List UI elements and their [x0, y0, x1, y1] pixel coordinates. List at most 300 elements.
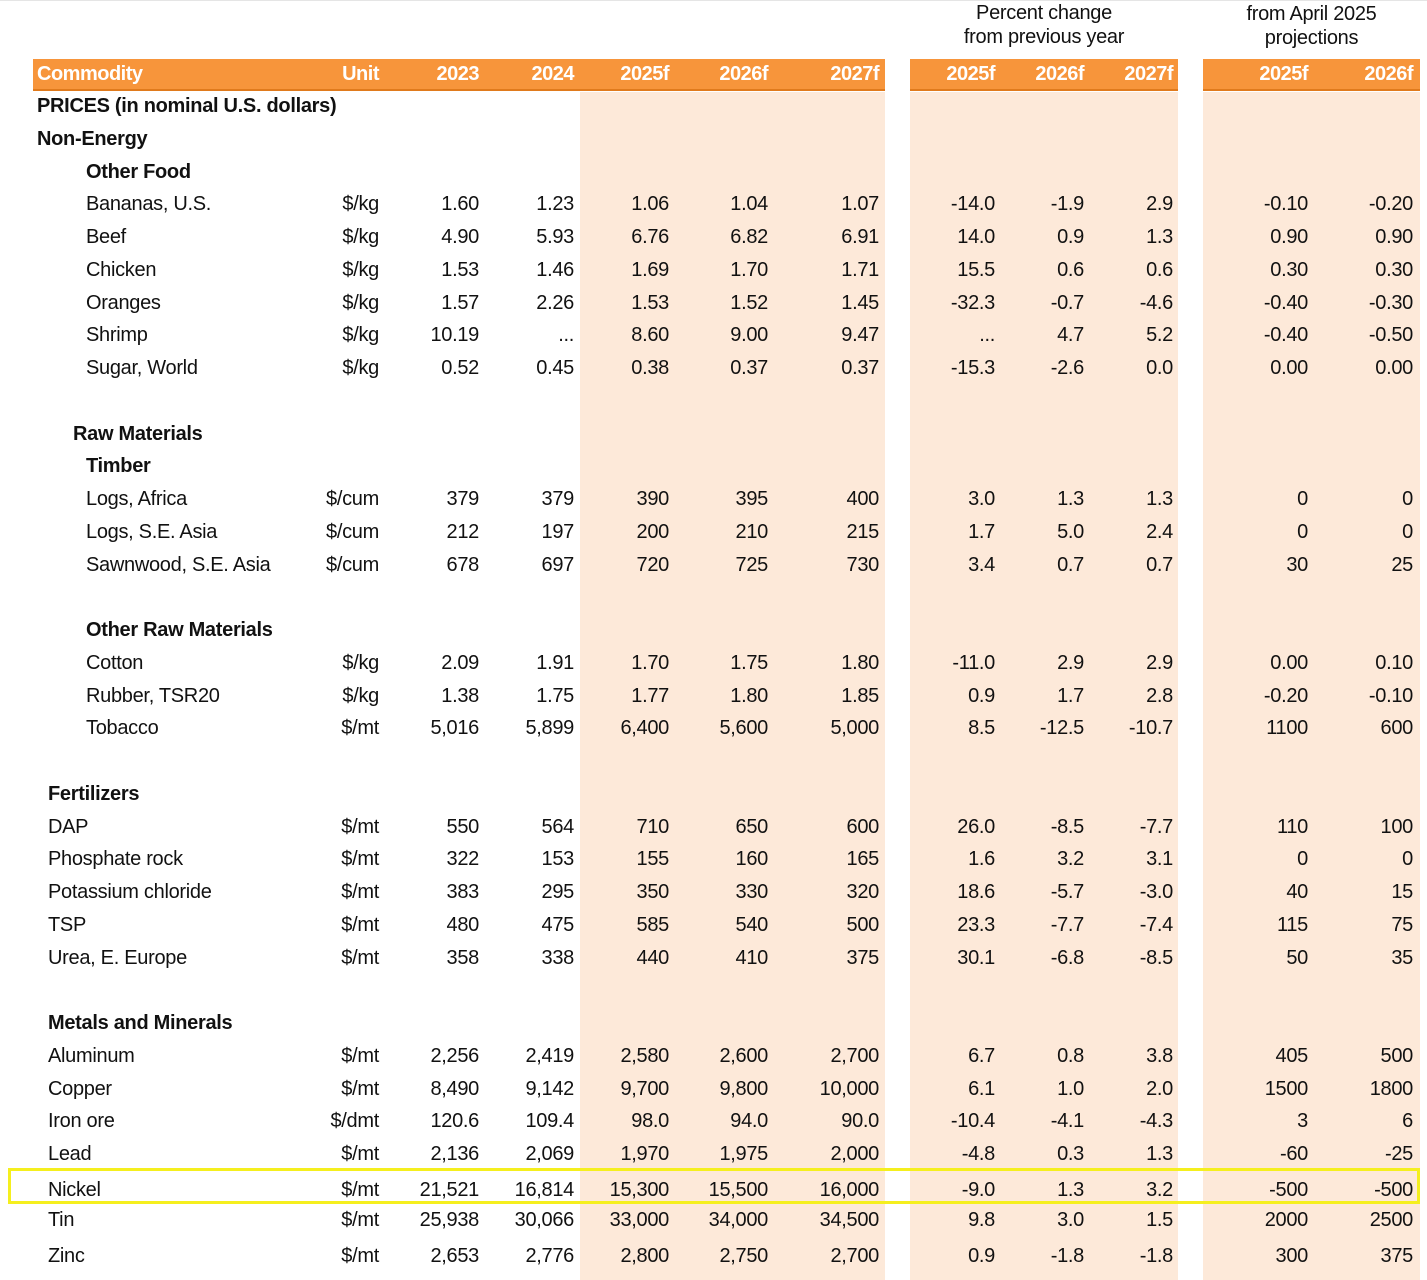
- value-cell: 480: [446, 914, 479, 936]
- value-cell: 3.0: [1057, 1209, 1084, 1231]
- unit-cell: $/mt: [341, 717, 379, 739]
- unit-cell: $/kg: [342, 226, 379, 248]
- value-cell: 6,400: [620, 717, 669, 739]
- value-cell: 16,814: [514, 1179, 574, 1201]
- commodity-name: Aluminum: [48, 1045, 135, 1067]
- unit-cell: $/mt: [341, 881, 379, 903]
- value-cell: 212: [446, 521, 479, 543]
- commodity-name: Logs, S.E. Asia: [86, 521, 218, 543]
- value-cell: 1500: [1264, 1078, 1308, 1100]
- value-cell: 9.00: [730, 324, 768, 346]
- value-cell: -0.40: [1263, 324, 1308, 346]
- header-col-5: 2027f: [830, 63, 879, 85]
- value-cell: -1.8: [1050, 1245, 1084, 1267]
- value-cell: 1.46: [536, 259, 574, 281]
- value-cell: 300: [1275, 1245, 1308, 1267]
- commodity-name: Iron ore: [48, 1110, 115, 1132]
- value-cell: 15,300: [609, 1179, 669, 1201]
- value-cell: 0.6: [1146, 259, 1173, 281]
- value-cell: 0.7: [1146, 554, 1173, 576]
- value-cell: 0.37: [730, 357, 768, 379]
- value-cell: 0.6: [1057, 259, 1084, 281]
- section-heading: PRICES (in nominal U.S. dollars): [37, 95, 337, 117]
- value-cell: 564: [541, 816, 574, 838]
- group-title-april-projections: from April 2025 projections: [1246, 3, 1377, 49]
- value-cell: 500: [1380, 1045, 1413, 1067]
- header-col-10: 2026f: [1364, 63, 1413, 85]
- value-cell: -0.10: [1263, 193, 1308, 215]
- value-cell: 75: [1391, 914, 1413, 936]
- value-cell: 1.53: [631, 292, 669, 314]
- unit-cell: $/dmt: [330, 1110, 379, 1132]
- value-cell: 9.8: [968, 1209, 995, 1231]
- value-cell: 710: [636, 816, 669, 838]
- value-cell: ...: [558, 324, 574, 346]
- value-cell: 1.3: [1146, 488, 1173, 510]
- value-cell: 2.8: [1146, 685, 1173, 707]
- value-cell: 215: [846, 521, 879, 543]
- value-cell: ...: [979, 324, 995, 346]
- value-cell: 1,970: [620, 1143, 669, 1165]
- value-cell: 25: [1391, 554, 1413, 576]
- value-cell: 26.0: [957, 816, 995, 838]
- section-heading: Non-Energy: [37, 128, 148, 150]
- value-cell: 155: [636, 848, 669, 870]
- value-cell: -14.0: [950, 193, 995, 215]
- value-cell: 2.4: [1146, 521, 1173, 543]
- value-cell: 2.9: [1146, 193, 1173, 215]
- value-cell: 0: [1402, 488, 1413, 510]
- value-cell: 540: [735, 914, 768, 936]
- value-cell: 2,750: [719, 1245, 768, 1267]
- unit-cell: $/mt: [341, 1209, 379, 1231]
- value-cell: 379: [446, 488, 479, 510]
- header-col-2: 2024: [531, 63, 574, 85]
- value-cell: 34,000: [708, 1209, 768, 1231]
- value-cell: 2,136: [430, 1143, 479, 1165]
- value-cell: -1.8: [1139, 1245, 1173, 1267]
- value-cell: -15.3: [950, 357, 995, 379]
- value-cell: -5.7: [1050, 881, 1084, 903]
- value-cell: -7.7: [1139, 816, 1173, 838]
- value-cell: 98.0: [631, 1110, 669, 1132]
- value-cell: 440: [636, 947, 669, 969]
- value-cell: 16,000: [819, 1179, 879, 1201]
- value-cell: -7.7: [1050, 914, 1084, 936]
- value-cell: -25: [1384, 1143, 1413, 1165]
- value-cell: 2.26: [536, 292, 574, 314]
- value-cell: 1.80: [730, 685, 768, 707]
- value-cell: 8,490: [430, 1078, 479, 1100]
- header-col-1: 2023: [436, 63, 479, 85]
- value-cell: 0: [1297, 848, 1308, 870]
- unit-cell: $/kg: [342, 193, 379, 215]
- value-cell: 600: [846, 816, 879, 838]
- value-cell: 0: [1297, 488, 1308, 510]
- value-cell: 30,066: [514, 1209, 574, 1231]
- commodity-name: Cotton: [86, 652, 144, 674]
- value-cell: 1,975: [719, 1143, 768, 1165]
- value-cell: 678: [446, 554, 479, 576]
- value-cell: 1.45: [841, 292, 879, 314]
- value-cell: 720: [636, 554, 669, 576]
- value-cell: 0.38: [631, 357, 669, 379]
- value-cell: 0.37: [841, 357, 879, 379]
- value-cell: 1.3: [1146, 226, 1173, 248]
- value-cell: 1.70: [631, 652, 669, 674]
- value-cell: 1.7: [1057, 685, 1084, 707]
- value-cell: 21,521: [419, 1179, 479, 1201]
- value-cell: 0.52: [441, 357, 479, 379]
- unit-cell: $/kg: [342, 685, 379, 707]
- value-cell: -10.4: [950, 1110, 995, 1132]
- section-heading: Other Food: [86, 161, 191, 183]
- value-cell: 2,653: [430, 1245, 479, 1267]
- value-cell: 165: [846, 848, 879, 870]
- value-cell: 0.9: [1057, 226, 1084, 248]
- value-cell: -1.9: [1050, 193, 1084, 215]
- value-cell: -4.6: [1139, 292, 1173, 314]
- commodity-name: TSP: [48, 914, 86, 936]
- value-cell: 30: [1286, 554, 1308, 576]
- value-cell: 15.5: [957, 259, 995, 281]
- value-cell: 0: [1402, 848, 1413, 870]
- value-cell: 395: [735, 488, 768, 510]
- value-cell: 1.07: [841, 193, 879, 215]
- value-cell: 25,938: [419, 1209, 479, 1231]
- value-cell: 197: [541, 521, 574, 543]
- commodity-name: Oranges: [86, 292, 161, 314]
- commodity-name: Shrimp: [86, 324, 148, 346]
- value-cell: 2,700: [830, 1245, 879, 1267]
- unit-cell: $/cum: [326, 488, 379, 510]
- commodity-name: Zinc: [48, 1245, 85, 1267]
- value-cell: 2500: [1369, 1209, 1413, 1231]
- value-cell: 6: [1402, 1110, 1413, 1132]
- value-cell: 50: [1286, 947, 1308, 969]
- unit-cell: $/mt: [341, 947, 379, 969]
- value-cell: 379: [541, 488, 574, 510]
- value-cell: 2,419: [525, 1045, 574, 1067]
- value-cell: 210: [735, 521, 768, 543]
- value-cell: 15: [1391, 881, 1413, 903]
- commodity-name: Sugar, World: [86, 357, 198, 379]
- value-cell: 6.1: [968, 1078, 995, 1100]
- value-cell: 5,600: [719, 717, 768, 739]
- value-cell: 1.85: [841, 685, 879, 707]
- unit-cell: $/kg: [342, 652, 379, 674]
- section-heading: Metals and Minerals: [48, 1012, 233, 1034]
- value-cell: 200: [636, 521, 669, 543]
- value-cell: 330: [735, 881, 768, 903]
- value-cell: 400: [846, 488, 879, 510]
- value-cell: 10,000: [819, 1078, 879, 1100]
- value-cell: 5.2: [1146, 324, 1173, 346]
- value-cell: 1.6: [968, 848, 995, 870]
- value-cell: 585: [636, 914, 669, 936]
- value-cell: 0.45: [536, 357, 574, 379]
- commodity-name: Potassium chloride: [48, 881, 212, 903]
- value-cell: 0.90: [1375, 226, 1413, 248]
- value-cell: -500: [1269, 1179, 1308, 1201]
- value-cell: 2,776: [525, 1245, 574, 1267]
- value-cell: 90.0: [841, 1110, 879, 1132]
- value-cell: -12.5: [1039, 717, 1084, 739]
- value-cell: 1.57: [441, 292, 479, 314]
- value-cell: 350: [636, 881, 669, 903]
- value-cell: 94.0: [730, 1110, 768, 1132]
- commodity-name: Tin: [48, 1209, 75, 1231]
- value-cell: 14.0: [957, 226, 995, 248]
- value-cell: 1.77: [631, 685, 669, 707]
- value-cell: 3.8: [1146, 1045, 1173, 1067]
- value-cell: 1.0: [1057, 1078, 1084, 1100]
- value-cell: 0.00: [1270, 357, 1308, 379]
- value-cell: 6.82: [730, 226, 768, 248]
- value-cell: 1.5: [1146, 1209, 1173, 1231]
- value-cell: 0.3: [1057, 1143, 1084, 1165]
- value-cell: 3.0: [968, 488, 995, 510]
- value-cell: 1.3: [1057, 488, 1084, 510]
- value-cell: 650: [735, 816, 768, 838]
- section-heading: Raw Materials: [73, 423, 203, 445]
- value-cell: -3.0: [1139, 881, 1173, 903]
- value-cell: 1.70: [730, 259, 768, 281]
- value-cell: 1100: [1266, 717, 1308, 739]
- value-cell: -6.8: [1050, 947, 1084, 969]
- value-cell: -7.4: [1139, 914, 1173, 936]
- value-cell: 110: [1277, 816, 1308, 838]
- value-cell: -11.0: [952, 652, 995, 674]
- unit-cell: $/cum: [326, 521, 379, 543]
- value-cell: 3.1: [1146, 848, 1173, 870]
- value-cell: 4.7: [1057, 324, 1084, 346]
- header-commodity: Commodity: [37, 63, 143, 85]
- commodity-name: Logs, Africa: [86, 488, 187, 510]
- value-cell: 0.00: [1375, 357, 1413, 379]
- value-cell: 115: [1277, 914, 1308, 936]
- header-col-7: 2026f: [1035, 63, 1084, 85]
- value-cell: 6.76: [631, 226, 669, 248]
- value-cell: 5,899: [525, 717, 574, 739]
- value-cell: 2000: [1264, 1209, 1308, 1231]
- section-heading: Other Raw Materials: [86, 619, 273, 641]
- value-cell: 1.38: [441, 685, 479, 707]
- value-cell: 0: [1402, 521, 1413, 543]
- unit-cell: $/mt: [341, 848, 379, 870]
- commodity-name: Phosphate rock: [48, 848, 183, 870]
- commodity-name: Urea, E. Europe: [48, 947, 187, 969]
- value-cell: 0: [1297, 521, 1308, 543]
- unit-cell: $/kg: [342, 292, 379, 314]
- value-cell: -0.40: [1263, 292, 1308, 314]
- value-cell: -8.5: [1139, 947, 1173, 969]
- value-cell: 35: [1391, 947, 1413, 969]
- commodity-name: Sawnwood, S.E. Asia: [86, 554, 271, 576]
- value-cell: 600: [1380, 717, 1413, 739]
- value-cell: 390: [636, 488, 669, 510]
- value-cell: 1.71: [841, 259, 879, 281]
- value-cell: -4.1: [1050, 1110, 1084, 1132]
- value-cell: 2,256: [430, 1045, 479, 1067]
- top-rule: [0, 0, 1427, 1]
- value-cell: 9,700: [620, 1078, 669, 1100]
- commodity-name: Chicken: [86, 259, 157, 281]
- value-cell: 4.90: [441, 226, 479, 248]
- unit-cell: $/mt: [341, 1078, 379, 1100]
- value-cell: 3.2: [1146, 1179, 1173, 1201]
- value-cell: 550: [446, 816, 479, 838]
- unit-cell: $/kg: [342, 324, 379, 346]
- value-cell: 2,000: [830, 1143, 879, 1165]
- value-cell: 383: [446, 881, 479, 903]
- value-cell: 6.91: [841, 226, 879, 248]
- value-cell: 2.9: [1057, 652, 1084, 674]
- value-cell: 100: [1380, 816, 1413, 838]
- unit-cell: $/mt: [341, 914, 379, 936]
- value-cell: -0.10: [1368, 685, 1413, 707]
- unit-cell: $/kg: [342, 259, 379, 281]
- value-cell: -0.7: [1050, 292, 1084, 314]
- commodity-name: Tobacco: [86, 717, 159, 739]
- commodity-name: Nickel: [48, 1179, 101, 1201]
- unit-cell: $/mt: [341, 1143, 379, 1165]
- value-cell: -500: [1374, 1179, 1413, 1201]
- commodity-name: Copper: [48, 1078, 112, 1100]
- value-cell: 1.80: [841, 652, 879, 674]
- value-cell: 322: [446, 848, 479, 870]
- value-cell: 2.9: [1146, 652, 1173, 674]
- value-cell: 2,700: [830, 1045, 879, 1067]
- value-cell: 3.4: [968, 554, 995, 576]
- value-cell: -0.20: [1263, 685, 1308, 707]
- header-col-3: 2025f: [620, 63, 669, 85]
- value-cell: 338: [541, 947, 574, 969]
- value-cell: 1.91: [536, 652, 574, 674]
- unit-cell: $/mt: [341, 1245, 379, 1267]
- value-cell: 0.0: [1146, 357, 1173, 379]
- value-cell: 0.7: [1057, 554, 1084, 576]
- value-cell: -9.0: [961, 1179, 995, 1201]
- value-cell: 9,800: [719, 1078, 768, 1100]
- unit-cell: $/mt: [341, 1045, 379, 1067]
- commodity-name: Beef: [86, 226, 126, 248]
- value-cell: 15,500: [708, 1179, 768, 1201]
- value-cell: 160: [735, 848, 768, 870]
- value-cell: -4.8: [961, 1143, 995, 1165]
- value-cell: 34,500: [819, 1209, 879, 1231]
- value-cell: -60: [1279, 1143, 1308, 1165]
- value-cell: 1.69: [631, 259, 669, 281]
- value-cell: 0.30: [1375, 259, 1413, 281]
- value-cell: 23.3: [957, 914, 995, 936]
- value-cell: 109.4: [525, 1110, 574, 1132]
- value-cell: 725: [735, 554, 768, 576]
- header-col-6: 2025f: [946, 63, 995, 85]
- value-cell: 358: [446, 947, 479, 969]
- value-cell: 10.19: [430, 324, 479, 346]
- header-unit: Unit: [342, 63, 379, 85]
- value-cell: 2.09: [441, 652, 479, 674]
- value-cell: 18.6: [957, 881, 995, 903]
- value-cell: 1.04: [730, 193, 768, 215]
- header-col-8: 2027f: [1124, 63, 1173, 85]
- value-cell: -10.7: [1128, 717, 1173, 739]
- value-cell: 0.9: [968, 685, 995, 707]
- value-cell: 2,600: [719, 1045, 768, 1067]
- value-cell: 8.60: [631, 324, 669, 346]
- commodity-name: Rubber, TSR20: [86, 685, 220, 707]
- value-cell: 153: [541, 848, 574, 870]
- value-cell: 0.30: [1270, 259, 1308, 281]
- value-cell: 1.75: [730, 652, 768, 674]
- group-title-percent-change: Percent change from previous year: [963, 2, 1125, 48]
- value-cell: 1.3: [1057, 1179, 1084, 1201]
- value-cell: 697: [541, 554, 574, 576]
- value-cell: 295: [541, 881, 574, 903]
- value-cell: -2.6: [1050, 357, 1084, 379]
- value-cell: 5,000: [830, 717, 879, 739]
- value-cell: 1.60: [441, 193, 479, 215]
- section-heading: Timber: [86, 455, 151, 477]
- value-cell: 1.75: [536, 685, 574, 707]
- value-cell: 405: [1275, 1045, 1308, 1067]
- commodity-name: Lead: [48, 1143, 92, 1165]
- value-cell: 1.23: [536, 193, 574, 215]
- value-cell: 475: [541, 914, 574, 936]
- value-cell: 0.90: [1270, 226, 1308, 248]
- value-cell: 0.9: [968, 1245, 995, 1267]
- value-cell: 3: [1297, 1110, 1308, 1132]
- value-cell: 40: [1286, 881, 1308, 903]
- commodity-name: Bananas, U.S.: [86, 193, 212, 215]
- value-cell: 1.7: [968, 521, 995, 543]
- value-cell: 5,016: [430, 717, 479, 739]
- value-cell: 375: [1380, 1245, 1413, 1267]
- value-cell: 2.0: [1146, 1078, 1173, 1100]
- value-cell: 30.1: [957, 947, 995, 969]
- value-cell: -4.3: [1139, 1110, 1173, 1132]
- unit-cell: $/cum: [326, 554, 379, 576]
- value-cell: -0.30: [1368, 292, 1413, 314]
- value-cell: -0.50: [1368, 324, 1413, 346]
- value-cell: 1.52: [730, 292, 768, 314]
- value-cell: -32.3: [950, 292, 995, 314]
- value-cell: 0.10: [1375, 652, 1413, 674]
- value-cell: 120.6: [430, 1110, 479, 1132]
- value-cell: 9,142: [525, 1078, 574, 1100]
- value-cell: 1.3: [1146, 1143, 1173, 1165]
- value-cell: -8.5: [1050, 816, 1084, 838]
- value-cell: 8.5: [968, 717, 995, 739]
- value-cell: 2,800: [620, 1245, 669, 1267]
- value-cell: 3.2: [1057, 848, 1084, 870]
- header-col-9: 2025f: [1259, 63, 1308, 85]
- value-cell: 33,000: [609, 1209, 669, 1231]
- unit-cell: $/kg: [342, 357, 379, 379]
- value-cell: 0.8: [1057, 1045, 1084, 1067]
- value-cell: 9.47: [841, 324, 879, 346]
- value-cell: 2,069: [525, 1143, 574, 1165]
- value-cell: -0.20: [1368, 193, 1413, 215]
- value-cell: 375: [846, 947, 879, 969]
- section-heading: Fertilizers: [48, 783, 140, 805]
- unit-cell: $/mt: [341, 1179, 379, 1201]
- value-cell: 5.0: [1057, 521, 1084, 543]
- value-cell: 1800: [1369, 1078, 1413, 1100]
- commodity-name: DAP: [48, 816, 89, 838]
- unit-cell: $/mt: [341, 816, 379, 838]
